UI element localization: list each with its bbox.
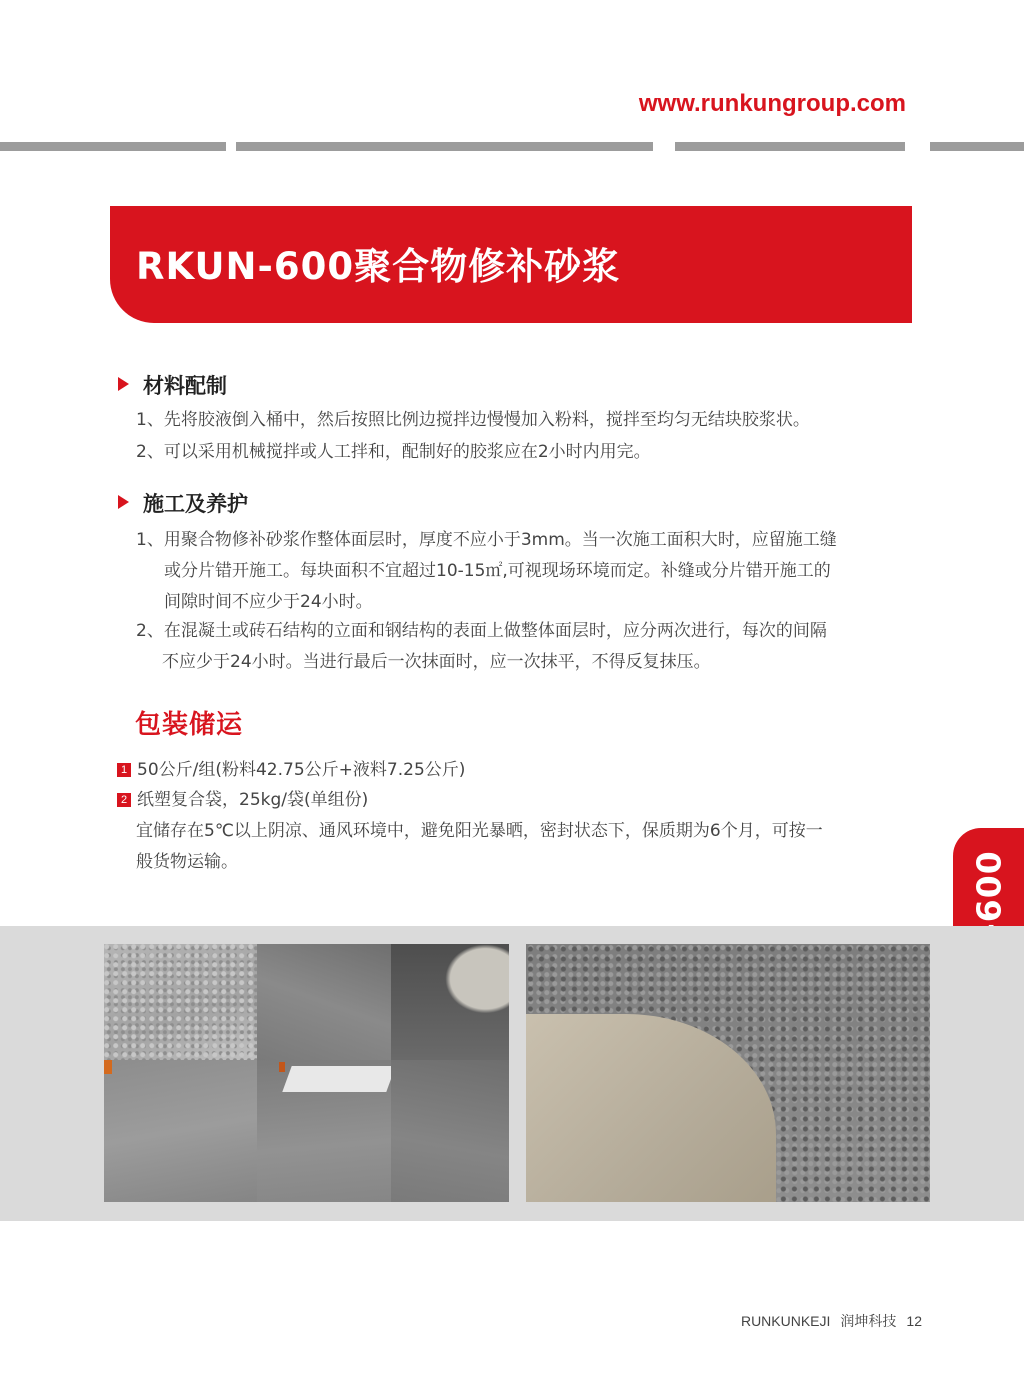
- storage-line-1: 宜储存在5℃以上阴凉、通风环境中，避免阳光暴晒，密封状态下，保质期为6个月，可按一: [136, 821, 823, 841]
- page-footer: [731, 1311, 922, 1331]
- header-divider-segment: [930, 142, 1024, 151]
- section-heading-construction: 施工及养护: [118, 488, 248, 518]
- construction-p2-line-1: 2、在混凝土或砖石结构的立面和钢结构的表面上做整体面层时，应分两次进行，每次的间隔: [136, 621, 827, 641]
- header-divider-segment: [0, 142, 226, 151]
- photo-floor-surface: [257, 944, 391, 1060]
- material-line-1: 1、先将胶液倒入桶中，然后按照比例边搅拌边慢慢加入粉料，搅拌至均匀无结块胶浆状。: [136, 410, 810, 430]
- page-number: 12: [906, 1313, 922, 1329]
- photo-smooth-floor: [391, 1060, 509, 1202]
- section-heading-material: 材料配制: [118, 370, 227, 400]
- photo-wall-plastering: [526, 944, 930, 1202]
- triangle-bullet-icon: [118, 495, 129, 509]
- page-title: RKUN-600聚合物修补砂浆: [136, 245, 621, 288]
- footer-brand-cn: 润坤科技: [840, 1313, 897, 1329]
- photo-patch-repair: [391, 944, 509, 1060]
- number-2-icon: 2: [117, 793, 131, 807]
- packaging-item-2: 2 纸塑复合袋，25kg/袋(单组份): [117, 785, 368, 816]
- construction-p2-line-2: 不应少于24小时。当进行最后一次抹面时，应一次抹平，不得反复抹压。: [162, 652, 711, 672]
- storage-line-2: 般货物运输。: [136, 852, 238, 872]
- photo-floor-with-tape: [257, 1060, 391, 1202]
- construction-p1-line-3: 间隙时间不应少于24小时。: [164, 592, 373, 612]
- photo-mortar-texture: [104, 944, 257, 1060]
- construction-p1-line-1: 1、用聚合物修补砂浆作整体面层时，厚度不应小于3mm。当一次施工面积大时，应留施工缝: [136, 530, 837, 550]
- footer-brand: RUNKUNKEJI: [740, 1313, 831, 1329]
- header-divider-segment: [236, 142, 653, 151]
- website-url[interactable]: www.runkungroup.com: [638, 90, 906, 117]
- triangle-bullet-icon: [118, 377, 129, 391]
- number-1-icon: 1: [117, 763, 131, 777]
- packaging-item-1: 1 50公斤/组(粉料42.75公斤+液料7.25公斤): [117, 755, 465, 786]
- section-heading-packaging: 包装储运: [135, 710, 244, 740]
- header-divider-segment: [675, 142, 905, 151]
- title-banner: [110, 206, 912, 323]
- photo-large-floor: [104, 1060, 257, 1202]
- construction-p1-line-2: 或分片错开施工。每块面积不宜超过10-15㎡,可视现场环境而定。补缝或分片错开施工的: [164, 561, 831, 581]
- material-line-2: 2、可以采用机械搅拌或人工拌和，配制好的胶浆应在2小时内用完。: [136, 442, 651, 462]
